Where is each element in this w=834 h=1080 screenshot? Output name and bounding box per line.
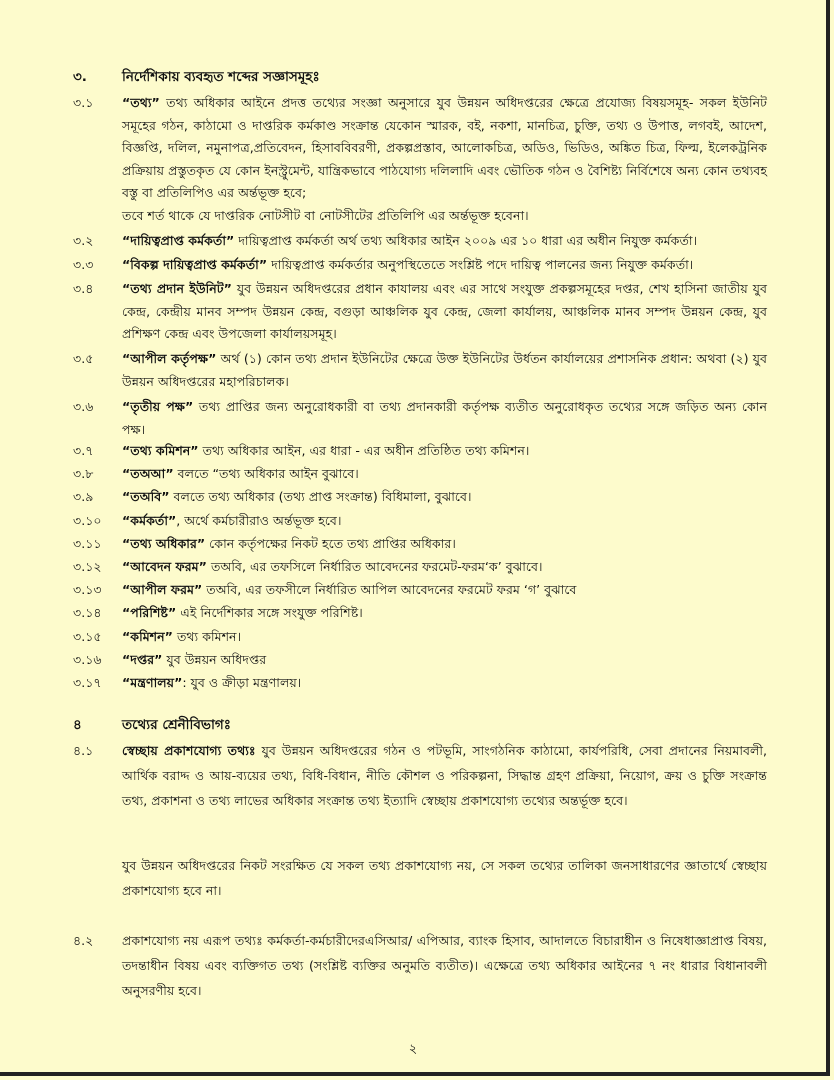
item-number: ৪.১ <box>73 743 94 758</box>
item-text: এই নির্দেশিকার সঙ্গে সংযুক্ত পরিশিষ্ট। <box>176 605 363 620</box>
item-number: ৩.১৫ <box>73 629 102 644</box>
item-body <box>122 92 767 205</box>
item-number: ৩.৬ <box>73 399 94 414</box>
item-term: “তথ্য কমিশন” <box>122 443 199 458</box>
item-term: “দপ্তর” <box>122 652 163 667</box>
item-body <box>122 510 767 533</box>
item-body <box>122 533 767 556</box>
item-body <box>122 440 767 463</box>
item-term: “কর্মকর্তা” <box>122 513 177 528</box>
section-number: ৩. <box>73 69 87 85</box>
item-number: ৪.২ <box>73 933 94 948</box>
item-number: ৩.১৪ <box>73 605 102 620</box>
item-text: দায়িত্বপ্রাপ্ত কর্মকর্তা অর্থ তথ্য অধিকার আইন ২০০৯ এর ১০ ধারা এর অধীন নিযুক্ত কর্মকর্তা। <box>234 233 698 248</box>
item-term: “আবেদন ফরম” <box>122 559 207 574</box>
item-body <box>122 396 767 441</box>
item-text: যুব উন্নয়ন অধিদপ্তরের প্রধান কাযালয় এবং এর সাথে সংযুক্ত প্রকল্পসমূহের দপ্তর, শেখ হাসিনা জাতীয় যুব কেন্দ্র, কেন্দ্রীয় মানব সম্পদ উন্নয়ন কেন্দ্র, বগুড়া আঞ্চলিক যুব কেন্দ্র, জেলা কার্যালয়, আঞ্চলিক মানব সম্পদ উন্নয়ন কেন্দ্র, যুব প্রশিক্ষণ কেন্দ্র এবং উপজেলা কার্যালয়সমূহ। <box>122 281 768 342</box>
item-text: যুব উন্নয়ন অধিদপ্তর <box>162 652 267 667</box>
item-body: প্রকাশযোগ্য নয় এরূপ তথ্যঃ কর্মকর্তা-কর্মচারীদেরএসিআর/ এপিআর, ব্যাংক হিসাব, আদালতে বিচারাধীন ও নিষেধাজ্ঞাপ্রাপ্ত বিষয়, তদন্তাধীন বিষয় এবং ব্যক্তিগত তথ্য (সংশ্লিষ্ট ব্যক্তির অনুমতি ব্যতীত)। এক্ষেত্রে তথ্য অধিকার আইনের ৭ নং ধারার বিধানাবলী অনুসরণীয় হবে। <box>122 933 767 998</box>
item-text: তথ্য প্রাপ্তির জন্য অনুরোধকারী বা তথ্য প্রদানকারী কর্তৃপক্ষ ব্যতীত অনুরোধকৃত তথ্যের সঙ্গে জড়িত অন্য কোন পক্ষ। <box>122 399 767 437</box>
item-number: ৩.১৭ <box>73 675 102 690</box>
item-body <box>122 486 767 509</box>
item-term: “বিকল্প দায়িত্বপ্রাপ্ত কর্মকর্তা” <box>122 257 268 272</box>
item-term: “আপীল ফরম” <box>122 582 203 597</box>
item-text: দায়িত্বপ্রাপ্ত কর্মকর্তার অনুপস্থিতেতে সংশ্লিষ্ট পদে দায়িত্ব পালনের জন্য নিযুক্ত কর্মকর্তা। <box>267 257 694 272</box>
item-term: “পরিশিষ্ট” <box>122 605 177 620</box>
item-number: ৩.৭ <box>73 443 94 458</box>
item-body <box>122 463 767 486</box>
item-extra: তবে শর্ত থাকে যে দাপ্তরিক নোটসীট বা নোটসীটের প্রতিলিপি এর অর্ন্তভূক্ত হবেনা। <box>122 208 529 223</box>
item-number: ৩.১ <box>73 95 94 110</box>
item-term: “তথ্য প্রদান ইউনিট” <box>122 281 232 296</box>
item-number: ৩.১২ <box>73 559 102 574</box>
item-body <box>122 579 767 602</box>
item-term: “তঅআ” <box>122 466 174 481</box>
item-term: “তথ্য” <box>122 95 160 110</box>
item-term: “মন্ত্রণালয়” <box>122 675 183 690</box>
item-term: স্বেচ্ছায় প্রকাশযোগ্য তথ্যঃ <box>122 743 256 758</box>
item-number: ৩.৮ <box>73 466 94 481</box>
non-publishable-note: যুব উন্নয়ন অধিদপ্তরের নিকট সংরক্ষিত যে সকল তথ্য প্রকাশযোগ্য নয়, সে সকল তথ্যের তালিকা জনসাধারণের জ্ঞাতার্থে স্বেচ্ছায় প্রকাশযোগ্য হবে না। <box>122 858 767 898</box>
section-title: নির্দেশিকায় ব্যবহৃত শব্দের সজ্ঞাসমূহঃ <box>122 69 320 85</box>
item-text: যুব উন্নয়ন অধিদপ্তরের গঠন ও পটভূমি, সাংগঠনিক কাঠামো, কার্যপরিধি, সেবা প্রদানের নিয়মাবলী, আর্থিক বরাদ্দ ও আয়-ব্যয়ের তথ্য, বিধি-বিধান, নীতি কৌশল ও পরিকল্পনা, সিদ্ধান্ত গ্রহণ প্রক্রিয়া, নিয়োগ, ক্রয় ও চুক্তি সংক্রান্ত তথ্য, প্রকাশনা ও তথ্য লাভের অধিকার সংক্রান্ত তথ্য ইত্যাদি স্বেচ্ছায় প্রকাশযোগ্য তথ্যের অন্তর্ভূক্ত হবে। <box>122 743 767 808</box>
item-body <box>122 602 767 625</box>
item-body <box>122 649 767 672</box>
item-term: “তঅবি” <box>122 489 170 504</box>
page-number: ২ <box>408 1042 418 1057</box>
item-text: বলতে তথ্য অধিকার (তথ্য প্রাপ্ত সংক্রান্ত) বিধিমালা, বুঝাবে। <box>169 489 472 504</box>
item-body <box>122 278 767 346</box>
item-text: , অর্থে কর্মচারীরাও অর্ন্তভূক্ত হবে। <box>176 513 342 528</box>
item-text: বলতে “তথ্য অধিকার আইন বুঝাবে। <box>173 466 359 481</box>
item-text: অর্থ (১) কোন তথ্য প্রদান ইউনিটের ক্ষেত্রে উক্ত ইউনিটের উর্ধতন কার্যালয়ের প্রশাসনিক প্রধান: অথবা (২) যুব উন্নয়ন অধিদপ্তরের মহাপরিচালক। <box>122 351 767 389</box>
item-term: “কমিশন” <box>122 629 173 644</box>
item-text: তঅবি, এর তফসিলে নির্ধারিত আবেদনের ফরমেট-ফরম‘ক’ বুঝাবে। <box>206 559 543 574</box>
item-number: ৩.২ <box>73 233 94 248</box>
item-text: : যুব ও ক্রীড়া মন্ত্রণালয়। <box>182 675 302 690</box>
item-term: “তথ্য অধিকার” <box>122 536 206 551</box>
item-number: ৩.১০ <box>73 513 102 528</box>
item-body <box>122 348 767 393</box>
item-number: ৩.৪ <box>73 281 94 296</box>
item-number: ৩.১৩ <box>73 582 102 597</box>
item-number: ৩.১৬ <box>73 652 102 667</box>
item-number: ৩.১১ <box>73 536 102 551</box>
item-body <box>122 672 767 695</box>
item-text: তথ্য অধিকার আইন, এর ধারা - এর অধীন প্রতিষ্ঠিত তথ্য কমিশন। <box>198 443 530 458</box>
item-text: তঅবি, এর তফসীলে নির্ধারিত আপিল আবেদনের ফরমেট ফরম ‘গ’ বুঝাবে <box>202 582 577 597</box>
section-title: তথ্যের শ্রেনীবিভাগঃ <box>122 717 231 733</box>
item-body <box>122 556 767 579</box>
item-term: “তৃতীয় পক্ষ” <box>122 399 194 414</box>
item-text: কোন কর্তৃপক্ষের নিকট হতে তথ্য প্রাপ্তির অধিকার। <box>205 536 456 551</box>
item-term: “দায়িত্বপ্রাপ্ত কর্মকর্তা” <box>122 233 235 248</box>
item-number: ৩.৩ <box>73 257 94 272</box>
item-text: তথ্য অধিকার আইনে প্রদত্ত তথ্যের সংজ্ঞা অনুসারে যুব উন্নয়ন অধিদপ্তরের ক্ষেত্রে প্রযোজ্য বিষয়সমূহ- সকল ইউনিট সমূহের গঠন, কাঠামো ও দাপ্তরিক কর্মকাণ্ড সংক্রান্ত যেকোন স্মারক, বই, নকশা, মানচিত্র, চুক্তি, তথ্য ও উপাত্ত, লগবই, আদেশ, বিজ্ঞপ্তি, দলিল, নমুনাপত্র,প্রতিবেদন, হিসাববিবরণী, প্রকল্পপ্রস্তাব, আলোকচিত্র, অডিও, ভিডিও, অঙ্কিত চিত্র, ফিল্ম, ইলেকট্রনিক প্রক্রিয়ায় প্রস্তুতকৃত যে কোন ইনস্ট্রুমেন্ট, যান্ত্রিকভাবে পাঠযোগ্য দলিলাদি এবং ভৌতিক গঠন ও বৈশিষ্ট্য নির্বিশেষে অন্য কোন তথ্যবহ বস্তু বা প্রতিলিপিও এর অর্ন্তভূক্ত হবে; <box>122 95 767 201</box>
item-number: ৩.৫ <box>73 351 94 366</box>
item-body <box>122 254 770 277</box>
item-body <box>122 230 770 253</box>
item-number: ৩.৯ <box>73 489 94 504</box>
item-text: তথ্য কমিশন। <box>172 629 242 644</box>
item-term: “আপীল কর্তৃপক্ষ” <box>122 351 217 366</box>
item-body <box>122 738 767 813</box>
section-number: ৪ <box>73 717 82 733</box>
item-body <box>122 626 767 649</box>
